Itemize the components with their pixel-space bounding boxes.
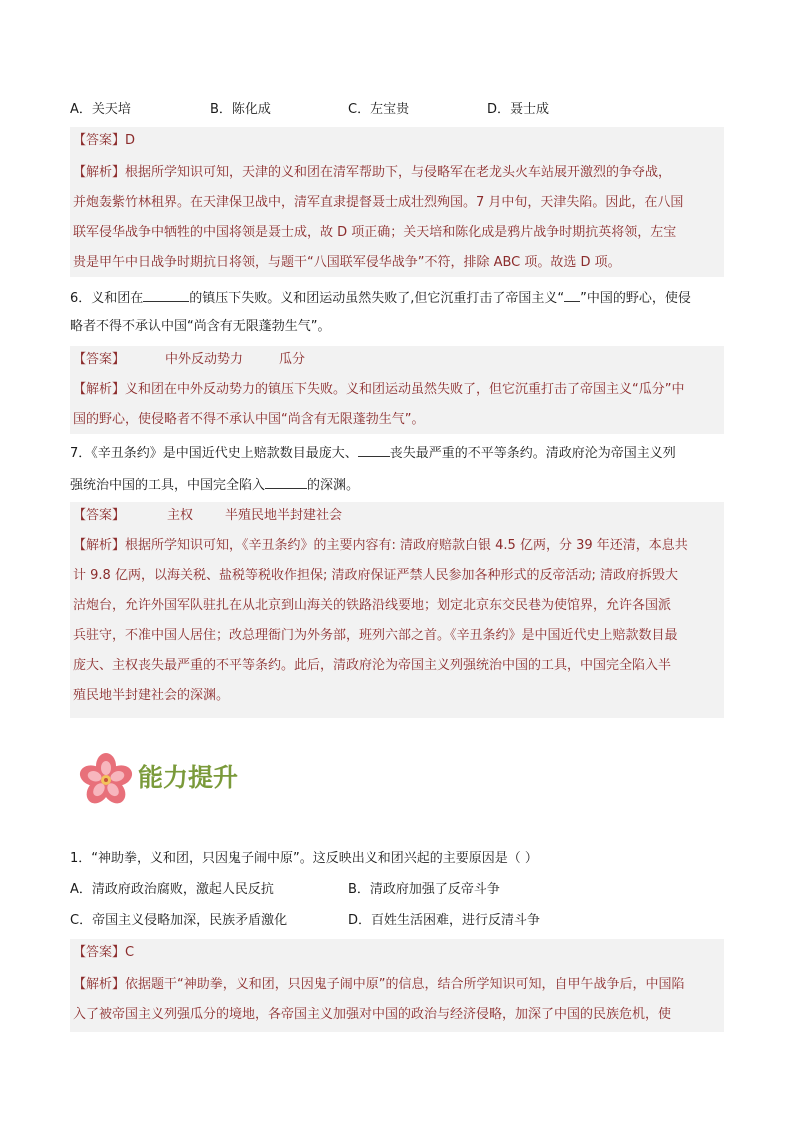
option-a: A．关天培 <box>70 102 131 117</box>
analysis-line: 计 9.8 亿两，以海关税、盐税等税收作担保; 清政府保证严禁人民参加各种形式的反帝活动; 清政府拆毁大 <box>73 568 678 583</box>
option-a: A．清政府政治腐败，激起人民反抗 <box>70 882 274 897</box>
analysis-line: 【解析】依据题干“神助拳，义和团，只因鬼子闹中原”的信息，结合所学知识可知，自甲午战争后，中国陷 <box>73 977 685 992</box>
answer-label: 【答案】 <box>73 133 126 148</box>
blank-field[interactable] <box>265 474 307 489</box>
question-7-line-1: 7．《辛丑条约》是中国近代史上赔款数目最庞大、 丧失最严重的不平等条约。清政府沦为帝国主义列 <box>70 442 676 464</box>
option-c: C．帝国主义侵略加深，民族矛盾激化 <box>70 913 288 928</box>
answer-value: 中外反动势力 <box>165 352 244 367</box>
option-b: B．清政府加强了反帝斗争 <box>348 882 500 897</box>
analysis-line: 沽炮台，允许外国军队驻扎在从北京到山海关的铁路沿线要地；划定北京东交民巷为使馆界，允许各国派 <box>73 598 672 613</box>
option-d: D．聂士成 <box>487 102 550 117</box>
answer-line <box>73 943 134 963</box>
blank-field[interactable] <box>358 442 390 457</box>
analysis-line: 【解析】根据所学知识可知，天津的义和团在清军帮助下，与侵略军在老龙头火车站展开激烈的争夺战， <box>73 165 672 180</box>
option-c: C．左宝贵 <box>348 102 410 117</box>
answer-line <box>73 506 342 526</box>
plum-blossom-icon <box>78 752 134 808</box>
analysis-line: 联军侵华战争中牺牲的中国将领是聂士成，故 D 项正确；关天培和陈化成是鸦片战争时期抗英将领，左宝 <box>73 225 677 240</box>
answer-label: 【答案】 <box>73 508 126 523</box>
answer-value: C <box>125 945 135 960</box>
analysis-line: 并炮轰紫竹林租界。在天津保卫战中，清军直隶提督聂士成壮烈殉国。7 月中旬，天津失陷。因此，在八国 <box>73 195 684 210</box>
analysis-line: 入了被帝国主义列强瓜分的境地，各帝国主义加强对中国的政治与经济侵略，加深了中国的民族危机，使 <box>73 1007 672 1022</box>
blank-field[interactable] <box>564 287 580 302</box>
question-6-line-1: 6．义和团在 的镇压下失败。义和团运动虽然失败了,但它沉重打击了帝国主义“ ”中国的野心，使侵 <box>70 287 691 309</box>
answer-line <box>73 350 305 370</box>
analysis-line: 【解析】义和团在中外反动势力的镇压下失败。义和团运动虽然失败了，但它沉重打击了帝国主义“瓜分”中 <box>73 382 685 397</box>
answer-label: 【答案】 <box>73 352 126 367</box>
option-b: B．陈化成 <box>210 102 271 117</box>
answer-block-prev <box>70 127 724 277</box>
answer-line <box>73 131 135 151</box>
analysis-line: 殖民地半封建社会的深渊。 <box>73 688 230 703</box>
analysis-line: 兵驻守，不准中国人居住；改总理衙门为外务部，班列六部之首。《辛丑条约》是中国近代史上赔款数目最 <box>73 628 678 643</box>
question-6-line-2: 略者不得不承认中国“尚含有无限蓬勃生气”。 <box>70 319 331 334</box>
answer-block-q7 <box>70 502 724 718</box>
answer-block-q6 <box>70 346 724 434</box>
section-heading <box>78 752 378 812</box>
section-title: 能力提升 <box>138 763 239 792</box>
analysis-line: 【解析】根据所学知识可知，《辛丑条约》的主要内容有: 清政府赔款白银 4.5 亿两，分 39 年还清，本息共 <box>73 538 688 553</box>
analysis-line: 国的野心，使侵略者不得不承认中国“尚含有无限蓬勃生气”。 <box>73 412 425 427</box>
answer-value: 瓜分 <box>279 352 306 367</box>
answer-block-q1 <box>70 939 724 1032</box>
answer-value: 主权 <box>167 508 194 523</box>
question-7-line-2: 强统治中国的工具，中国完全陷入 的深渊。 <box>70 474 359 496</box>
analysis-line: 庞大、主权丧失最严重的不平等条约。此后，清政府沦为帝国主义列强统治中国的工具，中国完全陷入半 <box>73 658 672 673</box>
analysis-line: 贵是甲午中日战争时期抗日将领，与题干“八国联军侵华战争”不符，排除 ABC 项。故选 D 项。 <box>73 255 621 270</box>
answer-label: 【答案】 <box>73 945 126 960</box>
question-1-stem: 1．“神助拳，义和团，只因鬼子闹中原”。这反映出义和团兴起的主要原因是（ ） <box>70 851 538 866</box>
answer-value: 半殖民地半封建社会 <box>225 508 343 523</box>
blank-field[interactable] <box>143 287 189 302</box>
answer-value: D <box>125 133 136 148</box>
option-d: D．百姓生活困难，进行反清斗争 <box>348 913 541 928</box>
